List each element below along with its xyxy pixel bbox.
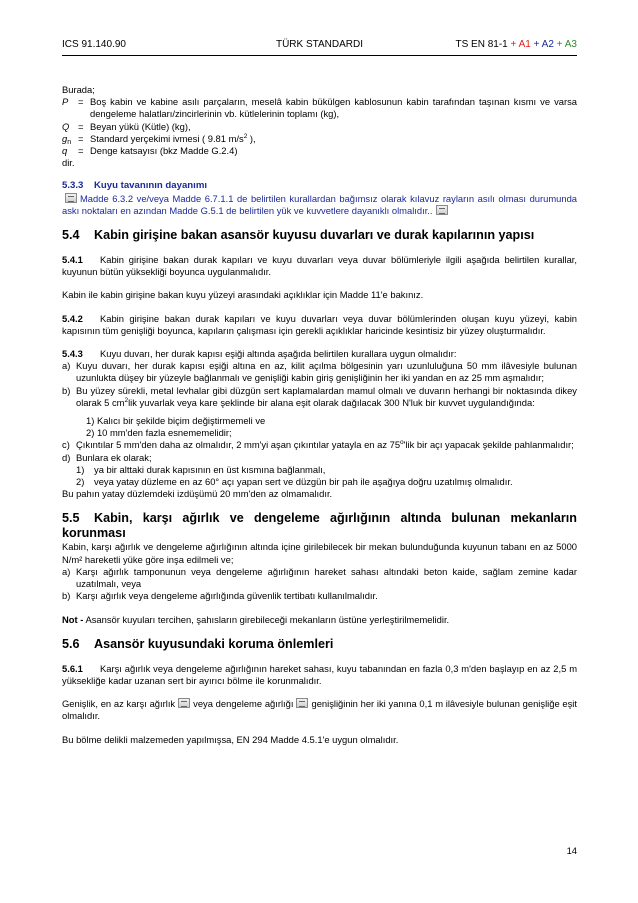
paragraph-text-part: genişliğinin her iki yanına 0,1 m ilâvesiyle bulunan genişliğe eşit olmalıdır. <box>62 698 577 722</box>
paragraph-text: Kuyu duvarı, her durak kapısı eşiği altında aşağıda belirtilen kurallara uygun olmalıdır: <box>100 348 457 360</box>
list-marker: a) <box>62 360 71 372</box>
symbol-gn <box>62 133 78 145</box>
section-5-4-1-text <box>62 254 577 278</box>
header-rule <box>62 55 577 56</box>
list-item-d <box>62 452 577 464</box>
definition-row <box>62 133 577 145</box>
definition-text: Denge katsayısı (bkz Madde G.2.4) <box>90 145 238 157</box>
section-5-6-1-para3: Bu bölme delikli malzemeden yapılmışsa, EN 294 Madde 4.5.1'e uygun olmalıdır. <box>62 733 399 745</box>
amendment-marker-icon <box>296 698 308 708</box>
paragraph-text: Kabin girişine bakan durak kapıları ve kuyu duvarları veya duvar bölümleriyle ilgili aşağıda belirtilen kurallar, kuyunun bütün yüksekliği boyunca uygulanmalıdır. <box>62 254 577 278</box>
sub-item-d2-continuation: Bu pahın yatay düzlemdeki izdüşümü 20 mm'den az olmamalıdır. <box>62 488 333 500</box>
list-item-text: Karşı ağırlık veya dengeleme ağırlığında güvenlik tertibatı kullanılmalıdır. <box>76 590 378 602</box>
definition-text <box>90 133 577 145</box>
sub-item-1: 1) Kalıcı bir şekilde biçim değiştirmemeli ve <box>86 415 266 427</box>
ics-code: ICS 91.140.90 <box>62 39 126 50</box>
sub-item-d2 <box>76 476 577 488</box>
superscript: 2 <box>124 396 129 404</box>
symbol: Q <box>62 120 70 132</box>
amendment-marker-icon <box>436 205 448 215</box>
paragraph-text: Karşı ağırlık veya dengeleme ağırlığının hareket sahası, kuyu tabanından en fazla 0,3 m'den başlayıp en az 2,5 m yüksekliğe kadar uzanan sert bir ayırıcı bölme ile korunmalıdır. <box>62 662 577 686</box>
section-5-6-1-text <box>62 663 577 687</box>
list-item-text-part: Bu yüzey sürekli, metal levhalar gibi düzgün sert kaplamalardan mamul olmalı ve duvarın herhangi bir noktasında dikey olarak 5 cm <box>76 384 577 408</box>
sub-item-d1 <box>76 464 577 476</box>
symbol: g <box>62 132 68 144</box>
list-item-text-part: 'lik bir açı yapacak şekilde pahlanmalıdır; <box>403 439 574 451</box>
list-item-b <box>62 590 577 602</box>
section-5-4-heading <box>62 228 577 243</box>
section-5-3-3-heading <box>62 180 577 192</box>
burada-label: Burada; <box>62 84 95 95</box>
dir-label: dir. <box>62 157 75 169</box>
section-number: 5.5 <box>62 511 80 526</box>
section-number: 5.6 <box>62 636 80 651</box>
list-item-c <box>62 439 577 451</box>
symbol-q <box>62 121 78 133</box>
amendment-marker-icon <box>65 193 77 203</box>
superscript: 2 <box>243 132 248 140</box>
subscript: n <box>67 138 72 146</box>
section-5-3-3-text <box>62 193 577 217</box>
definition-text-part: ), <box>247 132 256 144</box>
definition-row <box>62 145 577 157</box>
equals-sign: = <box>78 145 84 157</box>
document-body <box>62 84 577 746</box>
list-item-text: ya bir alttaki durak kapısının en üst kısmına bağlanmalı, <box>94 463 326 475</box>
section-5-5-heading <box>62 511 577 526</box>
list-marker: 1) <box>76 463 85 475</box>
definition-text-part: Standard yerçekimi ivmesi ( 9.81 m/s <box>90 132 244 144</box>
list-marker: c) <box>62 439 70 451</box>
section-number: 5.4.3 <box>62 348 83 360</box>
page-number: 14 <box>566 845 577 856</box>
definition-row <box>62 96 577 120</box>
section-5-5-heading-cont: korunması <box>62 526 126 541</box>
list-item-b <box>62 385 577 409</box>
plus-sign: + <box>507 39 519 50</box>
amendment-marker-icon <box>178 698 190 708</box>
equals-sign: = <box>78 96 84 108</box>
section-title: Kuyu tavanının dayanımı <box>94 180 208 192</box>
list-item-text <box>76 439 577 451</box>
symbol-q-lower <box>62 145 78 157</box>
definition-row <box>62 121 577 133</box>
list-marker: b) <box>62 384 71 396</box>
plus-sign: + <box>553 39 565 50</box>
equals-sign: = <box>78 120 84 132</box>
paragraph-text: Kabin girişine bakan durak kapıları ve kuyu duvarları veya duvar bölümlerinden oluşan kuyu yüzeyi, kabin kapısının tüm genişliği boyunca, kapıların çalışması için gerekli açıklıklar haricinde kesintisiz bir yüzey oluşturmalıdır. <box>62 312 577 336</box>
section-number: 5.4.1 <box>62 254 83 266</box>
section-5-4-3-text <box>62 348 577 360</box>
section-5-6-1-para2 <box>62 698 577 722</box>
section-title: Kabin girişine bakan asansör kuyusu duvarları ve durak kapılarının yapısı <box>94 228 535 243</box>
symbol: q <box>62 145 68 157</box>
list-marker: a) <box>62 565 71 577</box>
list-marker: d) <box>62 451 71 463</box>
section-number: 5.3.3 <box>62 180 84 192</box>
equals-sign: = <box>78 132 84 144</box>
section-title: Asansör kuyusundaki koruma önlemleri <box>94 636 334 651</box>
note-text: Asansör kuyuları tercihen, şahısların girebileceği mekanların üstüne yerleştirilmemelidir. <box>83 613 450 625</box>
amendment-a2: A2 <box>541 39 554 50</box>
section-5-6-heading <box>62 637 577 652</box>
section-number: 5.6.1 <box>62 662 83 674</box>
symbol: P <box>62 96 69 108</box>
list-item-a <box>62 360 577 384</box>
list-item-text: Karşı ağırlık tamponunun veya dengeleme ağırlığının hareket sahası altındaki beton kaide, sağlam zemine kadar uzatılmalı, veya <box>76 565 577 590</box>
section-number: 5.4.2 <box>62 312 83 324</box>
paragraph-text-part: veya dengeleme ağırlığı <box>193 698 294 710</box>
definition-text: Boş kabin ve kabine asılı parçaların, meselâ kabin bükülgen kablosunun kabin tarafından taşınan kısmı ve varsa dengeleme halatları/zincirlerinin vb. kütlelerinin toplamı (kg), <box>90 96 577 120</box>
list-item-text: Kuyu duvarı, her durak kapısı eşiği altına en az, kilit açılma bölgesinin yarı uzunluluğuna 50 mm ilâvesiyle bulunan uzunlukta düşey bir yüzeyle bağlanmalı ve genişliği kabin giriş genişliğinin her iki yandan en az 25 mm aşmalıdır; <box>76 360 577 384</box>
list-marker: 2) <box>76 476 85 488</box>
definition-text: Beyan yükü (Kütle) (kg), <box>90 120 191 132</box>
section-title: Kabin, karşı ağırlık ve dengeleme ağırlığının altında bulunan mekanların <box>94 511 577 526</box>
standard-number <box>455 38 577 52</box>
symbol-p <box>62 96 78 120</box>
paragraph-text: Madde 6.3.2 ve/veya Madde 6.7.1.1 de belirtilen kurallardan bağımsız olarak kılavuz rayların asılı olması durumunda askı noktaları en azından Madde G.5.1 de belirtilen yük ve kuvvetlere dayanıklı olmalıdır.. <box>62 192 577 216</box>
paragraph-text-part: Genişlik, en az karşı ağırlık <box>62 698 176 710</box>
list-item-text <box>76 385 577 409</box>
page-header <box>62 38 577 52</box>
amendment-a1: A1 <box>518 39 531 50</box>
section-5-4-2-text <box>62 313 577 337</box>
list-item-text: Bunlara ek olarak; <box>76 451 152 463</box>
note-paragraph <box>62 614 577 626</box>
section-5-4-1-para2: Kabin ile kabin girişine bakan kuyu yüzeyi arasındaki açıklıklar için Madde 11'e bakınız. <box>62 289 424 301</box>
list-item-text: veya yatay düzleme en az 60° açı yapan sert ve düzgün bir pah ile aşağıya doğru uzatılmış olmalıdır. <box>94 476 513 488</box>
amendment-a3: A3 <box>564 39 577 50</box>
list-item-a <box>62 566 577 590</box>
header-title: TÜRK STANDARDI <box>275 39 364 50</box>
section-number: 5.4 <box>62 228 80 243</box>
section-5-5-text: Kabin, karşı ağırlık ve dengeleme ağırlığının altında içine girilebilecek bir mekan bulunduğunda kuyunun tabanı en az 5000 N/m² hareketli yüke göre inşa edilmeli ve; <box>62 541 577 565</box>
standard-id: TS EN 81-1 <box>455 39 508 50</box>
list-marker: b) <box>62 590 71 602</box>
superscript: o <box>400 439 404 447</box>
list-item-text-part: lik yuvarlak veya kare şeklinde bir alana eşit olarak dağılacak 300 N'luk bir kuvvet uygulandığında: <box>128 396 535 408</box>
list-item-text-part: Çıkıntılar 5 mm'den daha az olmalıdır, 2 mm'yi aşan çıkıntılar yatayla en az 75 <box>76 439 401 451</box>
note-label: Not - <box>62 613 84 625</box>
sub-item-2: 2) 10 mm'den fazla esnememelidir; <box>86 427 232 439</box>
plus-sign: + <box>530 39 542 50</box>
